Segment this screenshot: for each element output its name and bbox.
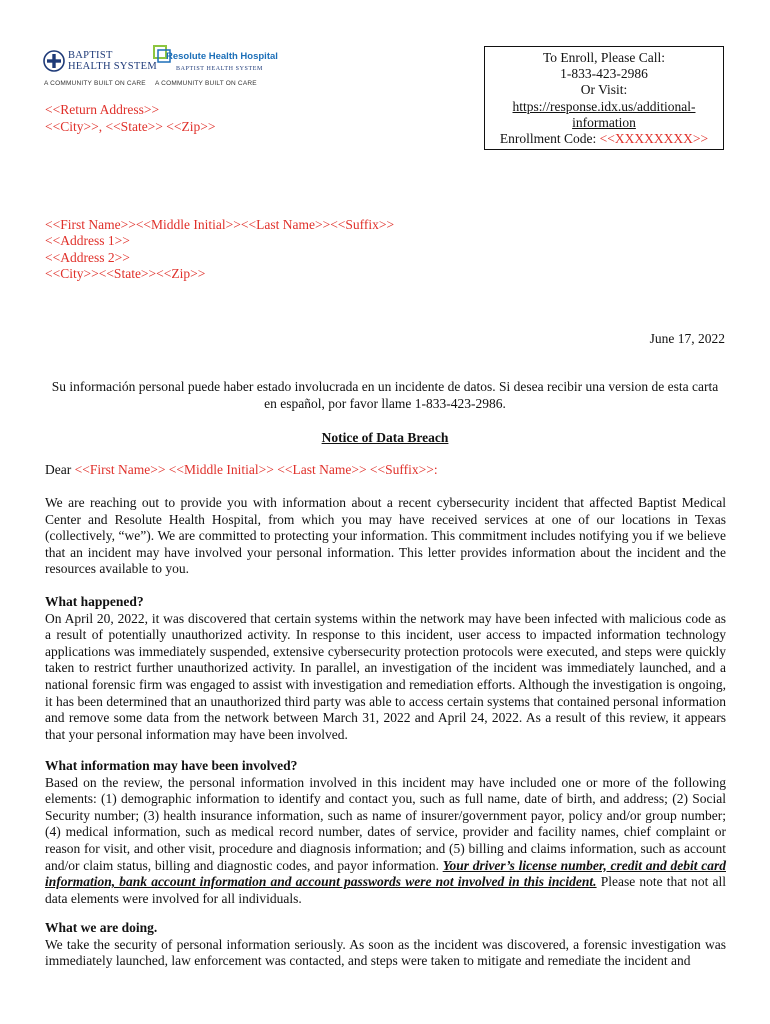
recipient-address2: <<Address 2>> xyxy=(45,250,130,265)
section-heading-doing: What we are doing. xyxy=(45,920,158,935)
section-what-happened xyxy=(45,594,726,743)
recipient-address1: <<Address 1>> xyxy=(45,233,130,248)
return-address-line1: <<Return Address>> xyxy=(45,102,160,117)
section-what-we-are-doing xyxy=(45,920,726,970)
salutation-dear: Dear xyxy=(45,462,75,477)
salutation xyxy=(45,462,438,479)
enroll-phone: 1-833-423-2986 xyxy=(560,66,648,82)
enroll-code-line xyxy=(485,131,723,147)
enrollment-box xyxy=(484,46,724,150)
resolute-logo-sub: BAPTIST HEALTH SYSTEM xyxy=(176,66,263,72)
section-what-information xyxy=(45,758,726,907)
section-heading-happened: What happened? xyxy=(45,594,144,609)
section-body-doing: We take the security of personal information seriously. As soon as the incident was discovered, a forensic investigation was immediately launched, law enforcement was contacted, and steps were taken to mitigate and remediate the incident and xyxy=(45,936,726,969)
recipient-name-line: <<First Name>><<Middle Initial>><<Last Name>><<Suffix>> xyxy=(45,217,395,232)
intro-paragraph: We are reaching out to provide you with information about a recent cybersecurity incident that affected Baptist Medical Center and Resolute Health Hospital, from which you may have received services at one of our locations in Texas (collectively, “we”). We are committed to protecting your information. This commitment includes notifying you if we believe that an incident may have involved your personal information. This letter provides information about the incident and the resources available to you. xyxy=(45,495,726,577)
baptist-logo-text xyxy=(68,50,157,72)
enroll-url-part2: information xyxy=(572,114,636,130)
section-body-info: Based on the review, the personal information involved in this incident may have included one or more of the following elements: (1) demographic information to identify and contact you, such as full name, date of birth, and address; (2) Social Security number; (3) health insurance information, such as name of insurer/government payor, policy and/or group number; (4) medical information, such as medical record number, dates of service, provider and facility names, chief complaint or reason for visit, and other visit, procedure and diagnosis information; and (5) billing and claims information, such as account and/or claim status, billing and diagnostic codes, and payor information. xyxy=(45,774,726,873)
section-heading-info: What information may have been involved? xyxy=(45,758,298,773)
section-emphasis-info: Your driver’s license number, credit and debit card information, bank account information and account passwords were not involved in this incident. xyxy=(45,857,726,890)
baptist-tagline: A COMMUNITY BUILT ON CARE xyxy=(44,80,146,87)
enroll-url-part1: https://response.idx.us/additional- xyxy=(512,98,696,114)
enroll-code-label: Enrollment Code: xyxy=(499,131,600,147)
enroll-code-value: <<XXXXXXXX>> xyxy=(599,131,709,147)
letter-date: June 17, 2022 xyxy=(649,331,725,346)
resolute-logo-name: Resolute Health Hospital xyxy=(166,51,278,62)
enroll-call-label: To Enroll, Please Call: xyxy=(542,50,666,65)
section-body-happened: On April 20, 2022, it was discovered that certain systems within the network may have been infected with malicious code as a result of potentially unauthorized activity. In response to this incident, user access to impacted information technology applications was immediately suspended, extensive cybersecurity protection protocols were executed, and steps were quickly taken to restrict further unauthorized activity. In parallel, an investigation of the incident was immediately launched, and a national forensic firm was engaged to assist with investigation and remediation efforts. Although the investigation is ongoing, it has been determined that an unauthorized third party was able to access certain systems that contained personal information and remove some data from the network between March 31, 2022 and April 24, 2022. As a result of this review, it appears that your personal information may have been involved. xyxy=(45,610,726,742)
return-address-line2: <<City>>, <<State>> <<Zip>> xyxy=(45,119,216,134)
baptist-cross-icon xyxy=(43,50,65,72)
resolute-tagline: A COMMUNITY BUILT ON CARE xyxy=(155,80,257,87)
enroll-url-link[interactable] xyxy=(485,99,723,131)
section-tail-info: Please note that not all data elements were involved for all individuals. xyxy=(45,874,726,906)
notice-title: Notice of Data Breach xyxy=(321,430,449,445)
recipient-city-line: <<City>><<State>><<Zip>> xyxy=(45,266,206,281)
enroll-or-visit: Or Visit: xyxy=(580,82,628,98)
baptist-logo-line2: HEALTH SYSTEM xyxy=(68,61,157,72)
salutation-names: <<First Name>> <<Middle Initial>> <<Last Name>> <<Suffix>>: xyxy=(74,462,438,477)
baptist-logo-line1: BAPTIST xyxy=(68,50,113,61)
spanish-notice: Su información personal puede haber estado involucrada en un incidente de datos. Si desea recibir una version de esta carta en español, por favor llame 1-833-423-2986. xyxy=(51,379,719,411)
